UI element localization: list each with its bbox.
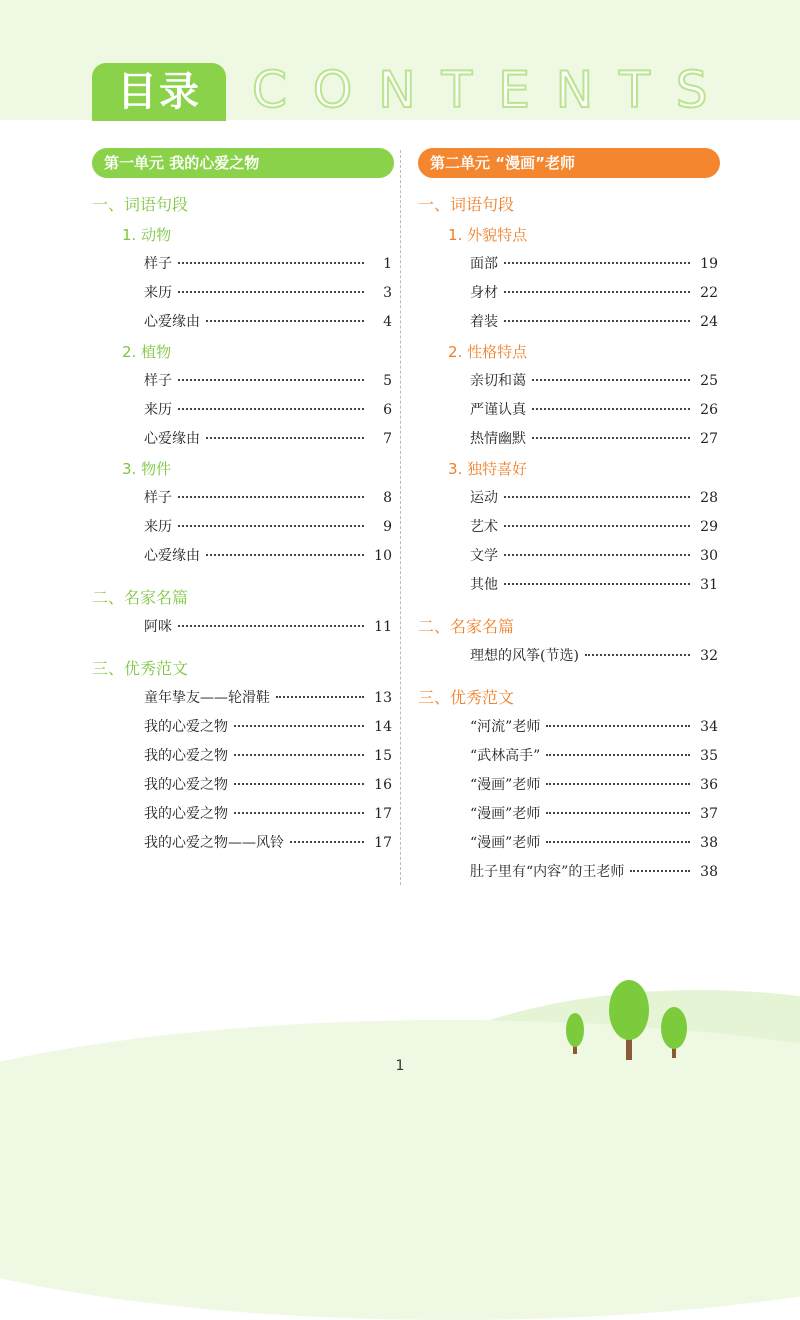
toc-entry xyxy=(92,513,392,542)
toc-entry-page: 3 xyxy=(383,285,392,301)
toc-entry-page: 14 xyxy=(374,719,392,735)
tree-icon xyxy=(660,1006,688,1058)
column-divider xyxy=(400,150,401,885)
toc-entry-page: 34 xyxy=(700,719,718,735)
toc-entry-page: 31 xyxy=(700,577,718,593)
toc-entry xyxy=(418,308,718,337)
dot-leader xyxy=(178,408,364,410)
toc-entry-title: 我的心爱之物 xyxy=(144,777,228,793)
toc-entry xyxy=(92,484,392,513)
dot-leader xyxy=(178,379,364,381)
subsection-heading: 3. 物件 xyxy=(122,460,172,478)
dot-leader xyxy=(234,783,364,785)
unit-title-1: 第一单元 我的心爱之物 xyxy=(92,148,394,178)
toc-entry xyxy=(92,250,392,279)
toc-entry-page: 5 xyxy=(383,373,392,389)
dot-leader xyxy=(504,583,690,585)
toc-entry-title: 理想的风筝(节选) xyxy=(470,648,579,664)
dot-leader xyxy=(546,812,690,814)
toc-entry-page: 4 xyxy=(383,314,392,330)
dot-leader xyxy=(546,754,690,756)
dot-leader xyxy=(504,320,690,322)
toc-entry-title: 我的心爱之物——风铃 xyxy=(144,835,284,851)
toc-entry xyxy=(92,542,392,571)
toc-entry-title: 童年挚友——轮滑鞋 xyxy=(144,690,270,706)
toc-entry-page: 32 xyxy=(700,648,718,664)
toc-entry xyxy=(418,742,718,771)
toc-entry-title: 身材 xyxy=(470,285,498,301)
toc-entry xyxy=(92,742,392,771)
toc-entry-title: “河流”老师 xyxy=(470,719,541,735)
dot-leader xyxy=(276,696,364,698)
toc-entry xyxy=(92,279,392,308)
toc-entry-title: 其他 xyxy=(470,577,498,593)
toc-entry-title: 来历 xyxy=(144,519,172,535)
toc-entry-title: 样子 xyxy=(144,256,172,272)
toc-entry-title: 心爱缘由 xyxy=(144,314,200,330)
toc-entry-page: 19 xyxy=(700,256,718,272)
toc-entry-page: 17 xyxy=(374,835,392,851)
toc-entry-title: 我的心爱之物 xyxy=(144,719,228,735)
dot-leader xyxy=(532,379,690,381)
toc-entry-page: 16 xyxy=(374,777,392,793)
section-heading: 三、优秀范文 xyxy=(92,659,189,678)
toc-entry-page: 13 xyxy=(374,690,392,706)
toc-entry xyxy=(92,396,392,425)
subsection-heading: 2. 性格特点 xyxy=(448,343,528,361)
toc-entry-page: 15 xyxy=(374,748,392,764)
toc-entry xyxy=(418,425,718,454)
page-title: 目录 xyxy=(92,63,226,121)
dot-leader xyxy=(206,554,364,556)
dot-leader xyxy=(504,554,690,556)
toc-entry xyxy=(418,542,718,571)
toc-entry xyxy=(92,684,392,713)
toc-entry-title: 文学 xyxy=(470,548,498,564)
toc-entry-title: 着装 xyxy=(470,314,498,330)
toc-entry-page: 7 xyxy=(383,431,392,447)
subsection-heading: 2. 植物 xyxy=(122,343,172,361)
toc-entry xyxy=(92,829,392,858)
toc-entry-page: 1 xyxy=(383,256,392,272)
page-number: 1 xyxy=(395,1058,405,1074)
toc-entry xyxy=(418,396,718,425)
dot-leader xyxy=(206,437,364,439)
section-heading: 三、优秀范文 xyxy=(418,688,515,707)
dot-leader xyxy=(504,262,690,264)
toc-entry xyxy=(418,829,718,858)
tree-icon xyxy=(608,980,650,1060)
toc-entry xyxy=(92,800,392,829)
contents-word: CONTENTS xyxy=(252,61,734,119)
toc-entry-page: 25 xyxy=(700,373,718,389)
toc-entry-title: 心爱缘由 xyxy=(144,548,200,564)
section-heading: 一、词语句段 xyxy=(418,195,515,214)
toc-entry-title: 亲切和蔼 xyxy=(470,373,526,389)
toc-entry-page: 28 xyxy=(700,490,718,506)
toc-entry xyxy=(418,484,718,513)
toc-entry xyxy=(418,250,718,279)
toc-entry xyxy=(92,367,392,396)
toc-entry-title: “武林高手” xyxy=(470,748,541,764)
dot-leader xyxy=(206,320,364,322)
dot-leader xyxy=(178,496,364,498)
section-heading: 一、词语句段 xyxy=(92,195,189,214)
toc-entry-title: 我的心爱之物 xyxy=(144,806,228,822)
dot-leader xyxy=(504,525,690,527)
toc-entry-title: 面部 xyxy=(470,256,498,272)
toc-entry-page: 6 xyxy=(383,402,392,418)
toc-entry-page: 8 xyxy=(383,490,392,506)
dot-leader xyxy=(585,654,690,656)
toc-entry-page: 36 xyxy=(700,777,718,793)
dot-leader xyxy=(178,262,364,264)
right-column xyxy=(418,148,718,887)
toc-entry-title: 肚子里有“内容”的王老师 xyxy=(470,864,625,880)
toc-entry-title: 阿咪 xyxy=(144,619,172,635)
toc-entry xyxy=(418,771,718,800)
toc-entry-page: 17 xyxy=(374,806,392,822)
dot-leader xyxy=(178,525,364,527)
dot-leader xyxy=(178,625,364,627)
toc-entry-title: 来历 xyxy=(144,402,172,418)
section-heading: 二、名家名篇 xyxy=(92,588,189,607)
toc-entry-title: 严谨认真 xyxy=(470,402,526,418)
dot-leader xyxy=(546,725,690,727)
toc-entry xyxy=(418,800,718,829)
toc-entry-page: 30 xyxy=(700,548,718,564)
dot-leader xyxy=(546,841,690,843)
unit-title-2: 第二单元 “漫画”老师 xyxy=(418,148,720,178)
toc-entry-page: 11 xyxy=(374,619,392,635)
toc-entry-title: 艺术 xyxy=(470,519,498,535)
tree-icon xyxy=(565,1012,585,1054)
dot-leader xyxy=(532,408,690,410)
toc-entry xyxy=(92,613,392,642)
toc-entry-page: 35 xyxy=(700,748,718,764)
toc-entry-page: 22 xyxy=(700,285,718,301)
dot-leader xyxy=(234,725,364,727)
toc-entry-title: “漫画”老师 xyxy=(470,835,541,851)
toc-entry xyxy=(92,425,392,454)
right-toc xyxy=(418,190,718,887)
toc-entry-page: 29 xyxy=(700,519,718,535)
toc-entry xyxy=(92,713,392,742)
subsection-heading: 1. 外貌特点 xyxy=(448,226,528,244)
toc-entry xyxy=(418,513,718,542)
toc-entry xyxy=(418,713,718,742)
left-column xyxy=(92,148,392,858)
toc-entry xyxy=(418,367,718,396)
dot-leader xyxy=(504,291,690,293)
toc-entry-page: 10 xyxy=(374,548,392,564)
toc-entry xyxy=(418,642,718,671)
toc-entry-title: 热情幽默 xyxy=(470,431,526,447)
dot-leader xyxy=(546,783,690,785)
toc-entry-page: 26 xyxy=(700,402,718,418)
toc-entry-title: 我的心爱之物 xyxy=(144,748,228,764)
toc-entry xyxy=(92,308,392,337)
dot-leader xyxy=(504,496,690,498)
dot-leader xyxy=(290,841,364,843)
toc-entry-title: “漫画”老师 xyxy=(470,777,541,793)
left-toc xyxy=(92,190,392,858)
toc-entry-page: 9 xyxy=(383,519,392,535)
dot-leader xyxy=(630,870,690,872)
toc-entry-title: 样子 xyxy=(144,490,172,506)
dot-leader xyxy=(532,437,690,439)
dot-leader xyxy=(178,291,364,293)
subsection-heading: 3. 独特喜好 xyxy=(448,460,528,478)
toc-entry-title: 样子 xyxy=(144,373,172,389)
subsection-heading: 1. 动物 xyxy=(122,226,172,244)
toc-entry-page: 27 xyxy=(700,431,718,447)
toc-entry-title: 来历 xyxy=(144,285,172,301)
dot-leader xyxy=(234,812,364,814)
toc-entry-title: “漫画”老师 xyxy=(470,806,541,822)
toc-entry xyxy=(418,279,718,308)
section-heading: 二、名家名篇 xyxy=(418,617,515,636)
toc-entry-title: 运动 xyxy=(470,490,498,506)
toc-entry xyxy=(418,571,718,600)
toc-entry-page: 38 xyxy=(700,864,718,880)
toc-entry-title: 心爱缘由 xyxy=(144,431,200,447)
toc-entry xyxy=(92,771,392,800)
dot-leader xyxy=(234,754,364,756)
toc-entry-page: 38 xyxy=(700,835,718,851)
toc-entry xyxy=(418,858,718,887)
toc-entry-page: 37 xyxy=(700,806,718,822)
toc-entry-page: 24 xyxy=(700,314,718,330)
